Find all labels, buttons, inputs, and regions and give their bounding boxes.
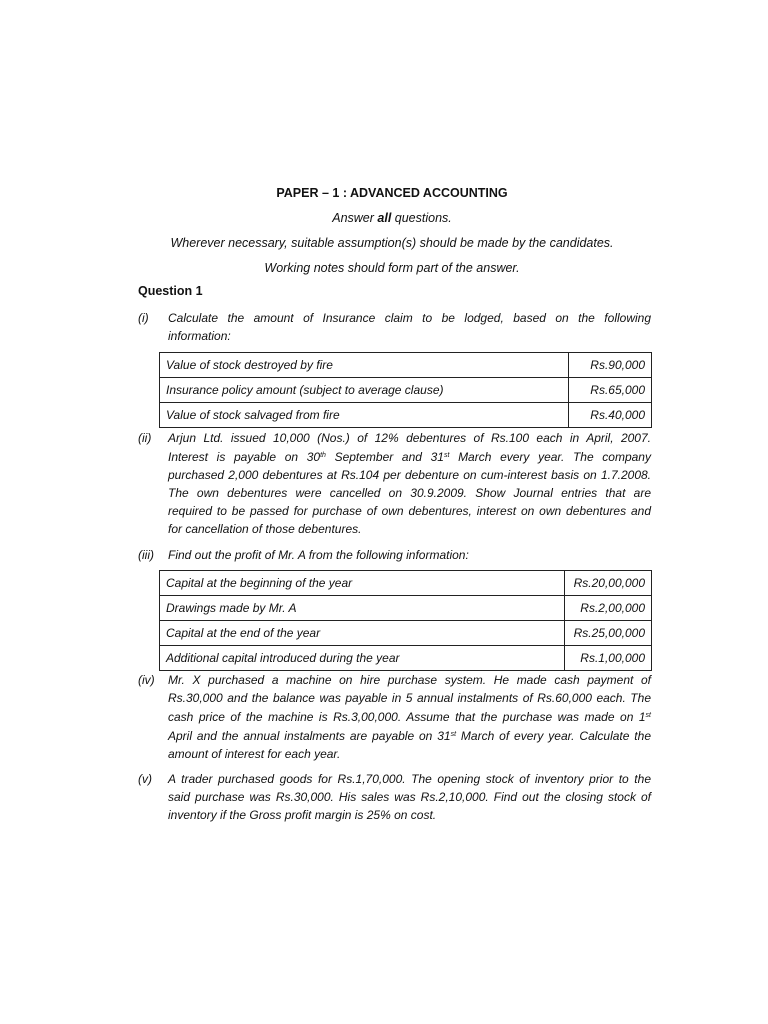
text-segment: April and the annual instalments are payable on 31	[168, 729, 451, 743]
item-text-line: required to be passed for purchase of own debentures, interest on own debentures and	[168, 504, 651, 518]
item-number: (ii)	[138, 431, 152, 445]
table-cell-label: Value of stock salvaged from fire	[160, 403, 569, 428]
text-segment: Interest is payable on 30	[168, 450, 321, 464]
profit-information-table	[159, 570, 652, 671]
item-text-line	[168, 726, 651, 745]
table-cell-label: Insurance policy amount (subject to average clause)	[160, 378, 569, 403]
table-cell-amount: Rs.90,000	[569, 353, 652, 378]
table-cell-amount: Rs.65,000	[569, 378, 652, 403]
item-number: (v)	[138, 772, 152, 786]
item-text-line: said purchase was Rs.30,000. His sales was Rs.2,10,000. Find out the closing stock of	[168, 790, 651, 804]
paper-title: PAPER – 1 : ADVANCED ACCOUNTING	[276, 186, 508, 200]
ordinal-superscript: th	[320, 452, 326, 459]
question-item-iii	[138, 546, 651, 564]
item-text-line: Mr. X purchased a machine on hire purchase system. He made cash payment of	[168, 673, 651, 687]
table-cell-amount: Rs.40,000	[569, 403, 652, 428]
table-row	[160, 353, 652, 378]
item-text-line: Rs.30,000 and the balance was payable in 5 annual instalments of Rs.60,000 each. The	[168, 691, 651, 705]
item-number: (iv)	[138, 673, 155, 687]
table-row	[160, 378, 652, 403]
table-row	[160, 403, 652, 428]
instruction-text-start: Answer	[332, 211, 378, 225]
table-cell-label: Capital at the end of the year	[160, 621, 565, 646]
table-cell-label: Value of stock destroyed by fire	[160, 353, 569, 378]
item-number: (i)	[138, 311, 149, 325]
table-cell-label: Drawings made by Mr. A	[160, 596, 565, 621]
item-text-line: The own debentures were cancelled on 30.9.2009. Show Journal entries that are	[168, 486, 651, 500]
item-number: (iii)	[138, 548, 154, 562]
insurance-claim-table	[159, 352, 652, 428]
table-cell-label: Capital at the beginning of the year	[160, 571, 565, 596]
item-text-line	[168, 707, 651, 726]
item-text-line: information:	[168, 329, 231, 343]
item-text-line: A trader purchased goods for Rs.1,70,000. The opening stock of inventory prior to the	[168, 772, 651, 786]
answer-instruction	[0, 211, 768, 225]
table-row	[160, 646, 652, 671]
question-item-v	[138, 770, 651, 824]
ordinal-superscript: st	[443, 452, 450, 459]
question-item-iv	[138, 671, 651, 763]
ordinal-superscript: st	[645, 712, 651, 719]
table-cell-amount: Rs.1,00,000	[565, 646, 652, 671]
instruction-emphasis: all	[377, 211, 392, 225]
table-row	[160, 596, 652, 621]
table-cell-amount: Rs.20,00,000	[565, 571, 652, 596]
item-text-line: Find out the profit of Mr. A from the following information:	[168, 548, 469, 562]
text-segment: cash price of the machine is Rs.3,00,000. Assume that the purchase was made on 1	[168, 710, 646, 724]
text-segment: March every year. The company	[449, 450, 651, 464]
question-heading: Question 1	[138, 284, 203, 298]
item-text-line: Calculate the amount of Insurance claim to be lodged, based on the following	[168, 311, 651, 325]
item-text-line: purchased 2,000 debentures at Rs.104 per debenture on cum-interest basis on 1.7.2008.	[168, 468, 651, 482]
item-text-line: amount of interest for each year.	[168, 747, 341, 761]
table-row	[160, 571, 652, 596]
instruction-text-end: questions.	[391, 211, 452, 225]
item-text-line: Arjun Ltd. issued 10,000 (Nos.) of 12% debentures of Rs.100 each in April, 2007.	[168, 431, 651, 445]
item-text-line: for cancellation of those debentures.	[168, 522, 362, 536]
item-text-line	[168, 447, 651, 466]
text-segment: March of every year. Calculate the	[456, 729, 651, 743]
working-notes-note: Working notes should form part of the answer.	[264, 261, 520, 275]
table-cell-amount: Rs.25,00,000	[565, 621, 652, 646]
text-segment: September and 31	[325, 450, 444, 464]
table-row	[160, 621, 652, 646]
table-cell-label: Additional capital introduced during the year	[160, 646, 565, 671]
table-cell-amount: Rs.2,00,000	[565, 596, 652, 621]
question-item-i	[138, 309, 651, 345]
item-text-line: inventory if the Gross profit margin is 25% on cost.	[168, 808, 437, 822]
assumption-note: Wherever necessary, suitable assumption(s) should be made by the candidates.	[170, 236, 614, 250]
ordinal-superscript: st	[450, 731, 457, 738]
question-item-ii	[138, 429, 651, 538]
